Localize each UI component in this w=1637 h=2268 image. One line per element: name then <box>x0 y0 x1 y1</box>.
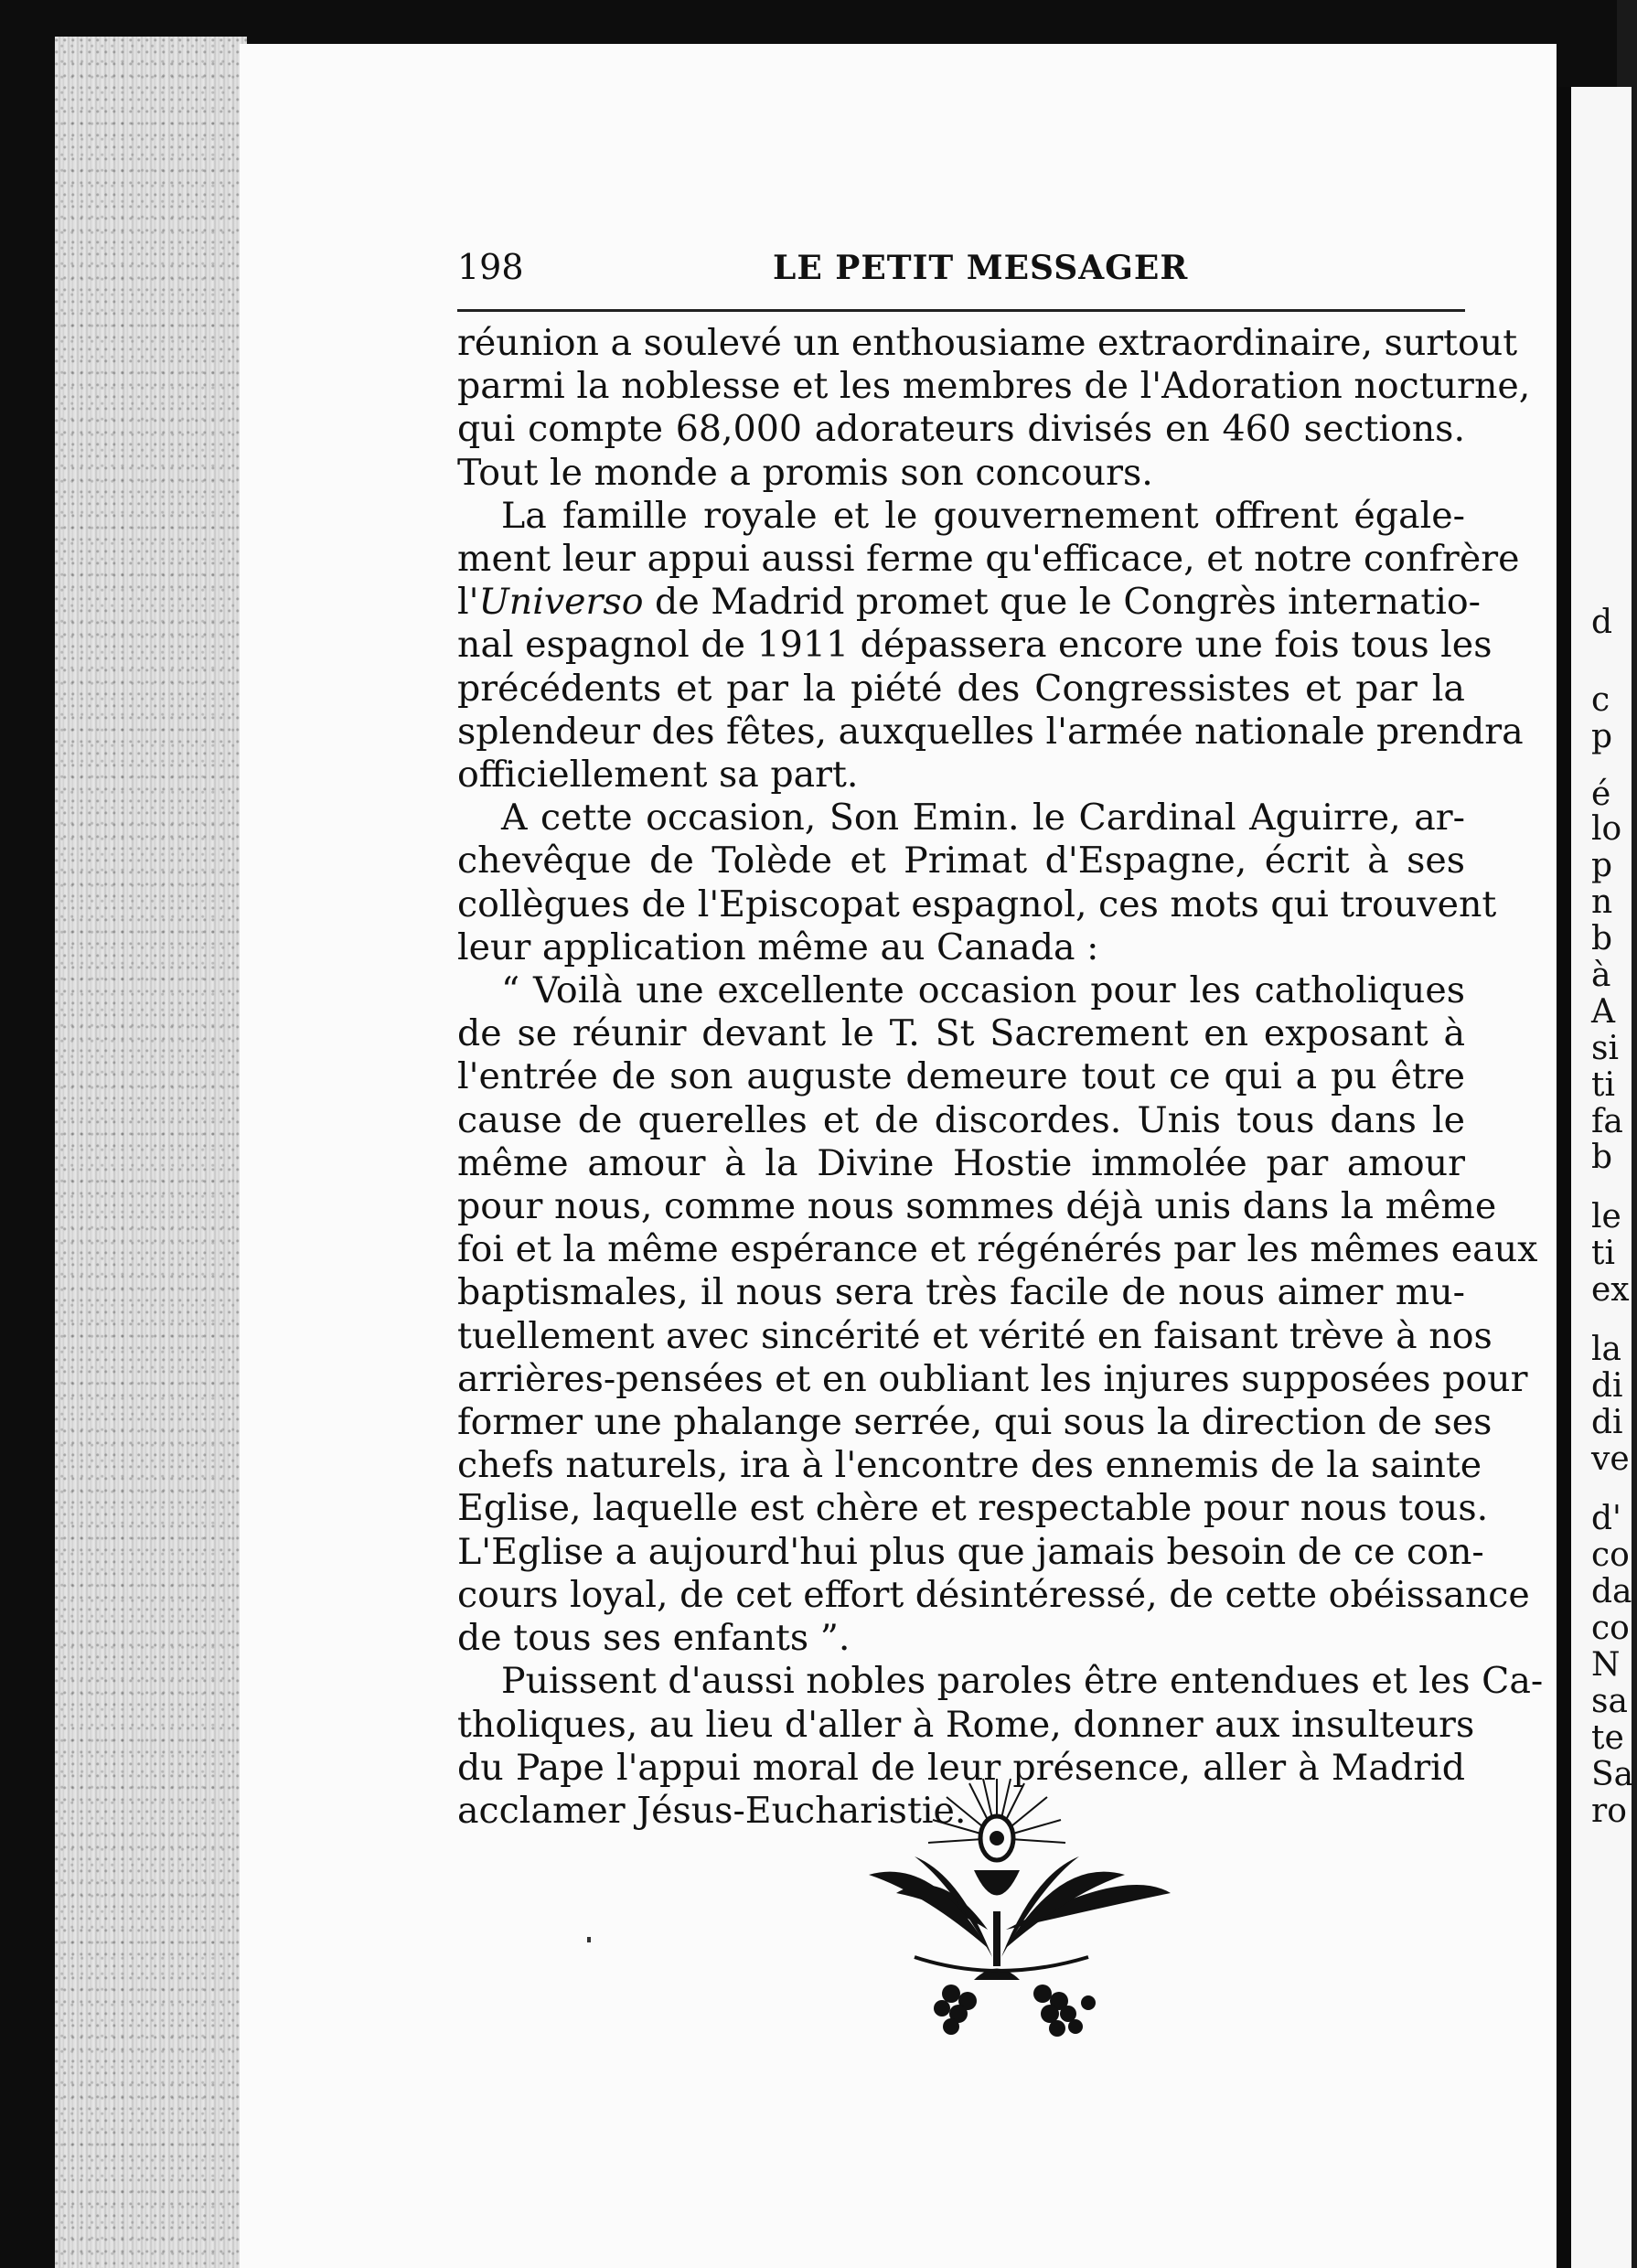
facing-page-text-fragment: ve <box>1591 1440 1630 1478</box>
facing-page-text-fragment: si <box>1591 1030 1619 1067</box>
text-line: arrières-pensées et en oubliant les injures supposées pour <box>457 1357 1528 1400</box>
facing-page-text-fragment: b <box>1591 920 1613 957</box>
facing-page-text-fragment: da <box>1591 1573 1632 1610</box>
paragraph <box>457 494 1524 797</box>
facing-page-text-fragment: ti <box>1591 1066 1615 1104</box>
text-line: ment leur appui aussi ferme qu'efficace, et notre confrère <box>457 538 1520 581</box>
paragraph <box>457 797 1497 969</box>
text-line: Tout le monde a promis son concours. <box>457 451 1153 494</box>
text-line: réunion a soulevé un enthousiame extraordinaire, surtout <box>457 322 1518 364</box>
page-number: 198 <box>457 247 524 287</box>
facing-page-text-fragment: ex <box>1591 1271 1630 1309</box>
paragraph <box>457 322 1531 495</box>
facing-page-text-fragment: te <box>1591 1719 1624 1757</box>
text-line: tholiques, au lieu d'aller à Rome, donner aux insulteurs <box>457 1703 1475 1746</box>
body-text <box>457 322 1544 1833</box>
paragraph <box>457 969 1538 1660</box>
facing-page-text-fragment: p <box>1591 847 1613 884</box>
facing-page <box>1557 87 1632 2268</box>
text-line: de se réunir devant le T. St Sacrement en exposant à <box>457 1012 1465 1055</box>
ink-speck <box>587 1937 591 1942</box>
text-line: cause de querelles et de discordes. Unis tous dans le <box>457 1098 1465 1141</box>
text-line: baptismales, il nous sera très facile de nous aimer mu- <box>457 1271 1465 1314</box>
facing-page-text-fragment: Sa <box>1591 1756 1634 1793</box>
text-line: l'entrée de son auguste demeure tout ce qui a pu être <box>457 1055 1465 1098</box>
text-line: splendeur des fêtes, auxquelles l'armée nationale prendra <box>457 710 1524 753</box>
text-line: précédents et par la piété des Congressistes et par la <box>457 667 1465 710</box>
facing-page-text-fragment: sa <box>1591 1683 1628 1720</box>
facing-page-text-fragment: n <box>1591 883 1613 921</box>
facing-page-text-fragment: le <box>1591 1198 1621 1236</box>
facing-page-text-fragment: co <box>1591 1610 1630 1647</box>
facing-page-text-fragment: di <box>1591 1367 1623 1405</box>
text-line: Eglise, laquelle est chère et respectable pour nous tous. <box>457 1487 1489 1530</box>
text-line: “ Voilà une excellente occasion pour les catholiques <box>501 969 1465 1012</box>
text-line: cours loyal, de cet effort désintéressé, de cette obéissance <box>457 1573 1530 1616</box>
text-line: de tous ses enfants ”. <box>457 1617 851 1660</box>
facing-page-text-fragment: di <box>1591 1404 1623 1441</box>
facing-page-text-fragment: d' <box>1591 1500 1621 1537</box>
book-page-edges <box>55 37 247 2268</box>
text-line: acclamer Jésus-Eucharistie. <box>457 1789 967 1832</box>
text-line: même amour à la Divine Hostie immolée par amour <box>457 1141 1465 1184</box>
text-line: leur application même au Canada : <box>457 925 1099 968</box>
text-line: A cette occasion, Son Emin. le Cardinal Aguirre, ar- <box>501 797 1465 840</box>
facing-page-text-fragment: ti <box>1591 1235 1615 1272</box>
facing-page-text-fragment: p <box>1591 718 1613 755</box>
facing-page-text-fragment: co <box>1591 1536 1630 1574</box>
italic-title: Universo <box>478 581 644 624</box>
text-line: La famille royale et le gouvernement offrent égale- <box>501 494 1465 537</box>
running-title: LE PETIT MESSAGER <box>773 249 1189 287</box>
text-line: L'Eglise a aujourd'hui plus que jamais besoin de ce con- <box>457 1530 1484 1573</box>
text-line: parmi la noblesse et les membres de l'Adoration nocturne, <box>457 365 1531 408</box>
monstrance-wheat-grapes-ornament-icon <box>860 1774 1207 2049</box>
facing-page-text-fragment: é <box>1591 776 1611 813</box>
text-line: Puissent d'aussi nobles paroles être entendues et les Ca- <box>501 1660 1544 1703</box>
text-line: pour nous, comme nous sommes déjà unis dans la même <box>457 1185 1497 1228</box>
text-line: chevêque de Tolède et Primat d'Espagne, écrit à ses <box>457 840 1465 883</box>
text-line: collègues de l'Episcopat espagnol, ces mots qui trouvent <box>457 883 1497 925</box>
facing-page-text-fragment: c <box>1591 681 1610 719</box>
facing-page-text-fragment: b <box>1591 1139 1613 1176</box>
text-line: officiellement sa part. <box>457 754 859 797</box>
facing-page-text-fragment: ro <box>1591 1792 1627 1830</box>
page-header <box>457 247 1463 302</box>
text-line: tuellement avec sincérité et vérité en faisant trève à nos <box>457 1314 1493 1357</box>
facing-page-text-fragment: fa <box>1591 1103 1623 1140</box>
facing-page-text-fragment: N <box>1591 1646 1621 1684</box>
text-line: du Pape l'appui moral de leur présence, aller à Madrid <box>457 1746 1465 1789</box>
text-line: chefs naturels, ira à l'encontre des ennemis de la sainte <box>457 1444 1482 1487</box>
facing-page-text-fragment: la <box>1591 1331 1621 1368</box>
facing-page-text-fragment: A <box>1591 993 1615 1031</box>
text-line: nal espagnol de 1911 dépassera encore une fois tous les <box>457 624 1493 667</box>
header-rule <box>457 309 1465 312</box>
text-line: former une phalange serrée, qui sous la direction de ses <box>457 1401 1493 1444</box>
text-line: foi et la même espérance et régénérés par les mêmes eaux <box>457 1228 1538 1271</box>
text-line: qui compte 68,000 adorateurs divisés en 460 sections. <box>457 408 1465 451</box>
text-line: l'Universo de Madrid promet que le Congrès internatio- <box>457 581 1481 624</box>
facing-page-text-fragment: lo <box>1591 810 1622 848</box>
facing-page-text-fragment: d <box>1591 604 1613 641</box>
facing-page-text-fragment: à <box>1591 957 1611 994</box>
